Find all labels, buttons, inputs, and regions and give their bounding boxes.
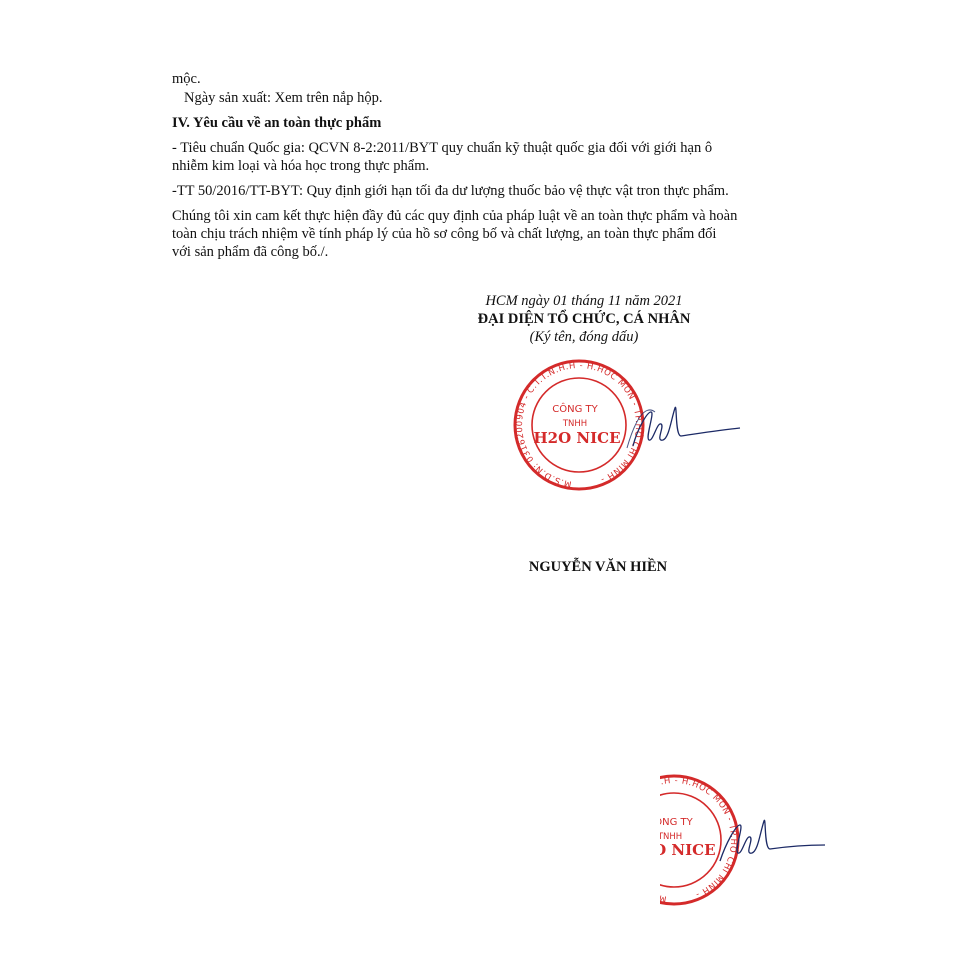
signer-name: NGUYỄN VĂN HIỀN bbox=[528, 559, 668, 575]
partial-seal-line-company: CÔNG TY bbox=[647, 817, 693, 828]
partial-seal-line-brand: H2O NICE bbox=[628, 841, 716, 859]
partial-seal-crop bbox=[609, 765, 830, 910]
commitment-line-3: với sản phẩm đã công bố./. bbox=[172, 244, 329, 260]
text-line-production-date: Ngày sản xuất: Xem trên nắp hộp. bbox=[184, 90, 383, 106]
commitment-line-1: Chúng tôi xin cam kết thực hiện đầy đủ các quy định của pháp luật về an toàn thực phẩm và hoàn bbox=[172, 208, 738, 224]
text-line-moc: mộc. bbox=[172, 71, 201, 87]
seal-stamp-graphic bbox=[515, 361, 646, 489]
signature-note: (Ký tên, đóng dấu) bbox=[529, 329, 639, 345]
signature-date-line: HCM ngày 01 tháng 11 năm 2021 bbox=[485, 293, 683, 309]
company-seal-stamp bbox=[505, 350, 750, 495]
commitment-line-2: toàn chịu trách nhiệm về tính pháp lý của hồ sơ công bố và chất lượng, an toàn thực phẩm đối bbox=[172, 226, 717, 242]
standard-1-line-2: nhiễm kim loại và hóa học trong thực phẩm. bbox=[172, 158, 430, 174]
seal-line-tnhh: TNHH bbox=[562, 419, 588, 429]
handwritten-signature bbox=[633, 407, 740, 446]
seal-ring-text: M.S.D.N: 0316200904 - C.T.T.N.H.H - H.HÓC MÔN - TP.HỒ CHÍ MINH - bbox=[514, 360, 644, 489]
partial-seal-stamp bbox=[609, 765, 830, 910]
section-iv-heading: IV. Yêu cầu về an toàn thực phẩm bbox=[172, 115, 382, 131]
seal-line-brand: H2O NICE bbox=[533, 429, 621, 447]
seal-line-company: CÔNG TY bbox=[552, 404, 598, 415]
standard-1-line-1: - Tiêu chuẩn Quốc gia: QCVN 8-2:2011/BYT quy chuẩn kỹ thuật quốc gia đối với giới hạn ô bbox=[172, 140, 713, 156]
signature-title: ĐẠI DIỆN TỔ CHỨC, CÁ NHÂN bbox=[477, 311, 691, 327]
partial-seal-ring-text: M.S.D.N: 0316200904 - C.T.T.N.H.H - H.HÓC MÔN - TP.HỒ CHÍ MINH - bbox=[609, 775, 739, 904]
partial-seal-line-tnhh: TNHH bbox=[657, 832, 683, 842]
standard-2-line-1: -TT 50/2016/TT-BYT: Quy định giới hạn tối đa dư lượng thuốc bảo vệ thực vật tron thực phẩm. bbox=[172, 183, 729, 199]
